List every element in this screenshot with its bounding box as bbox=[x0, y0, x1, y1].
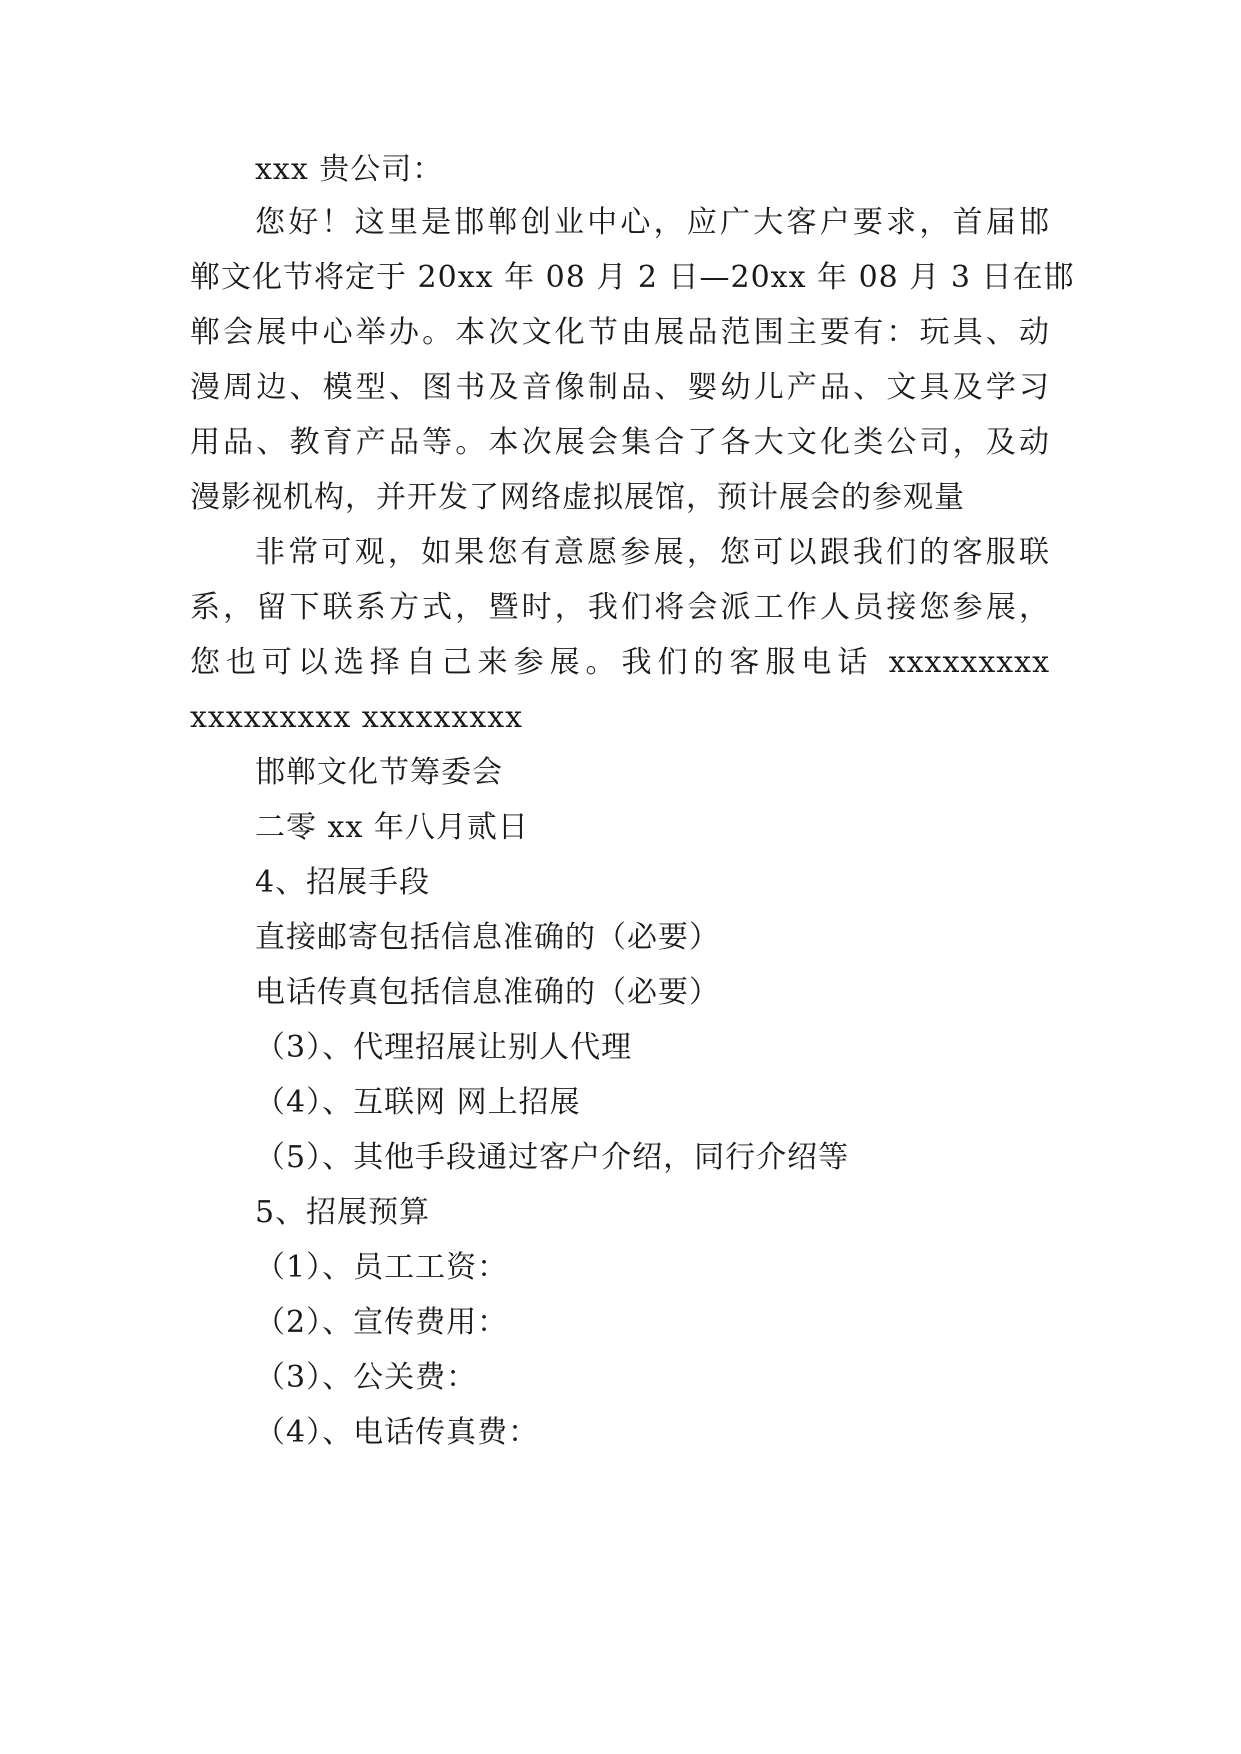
body-paragraph-2-line-3: 您也可以选择自己来参展。我们的客服电话 xxxxxxxxx bbox=[190, 645, 1050, 680]
section-5-heading: 5、招展预算 bbox=[255, 1195, 431, 1230]
section-5-item: （1）、员工工资： bbox=[255, 1250, 509, 1285]
body-paragraph-1-line-1: 您好！这里是邯郸创业中心，应广大客户要求，首届邯 bbox=[255, 205, 1050, 240]
body-paragraph-2-line-2: 系，留下联系方式，暨时，我们将会派工作人员接您参展， bbox=[190, 590, 1050, 625]
section-4-item: （4）、互联网 网上招展 bbox=[255, 1085, 581, 1120]
section-5-item: （3）、公关费： bbox=[255, 1360, 478, 1395]
section-4-item: 电话传真包括信息准确的（必要） bbox=[255, 975, 720, 1010]
section-4-item: （5）、其他手段通过客户介绍，同行介绍等 bbox=[255, 1140, 850, 1175]
section-4-item: （3）、代理招展让别人代理 bbox=[255, 1030, 633, 1065]
body-paragraph-1-line-2: 郸文化节将定于 20xx 年 08 月 2 日—20xx 年 08 月 3 日在邯 bbox=[190, 260, 1075, 295]
body-paragraph-2-line-1: 非常可观，如果您有意愿参展，您可以跟我们的客服联 bbox=[255, 535, 1050, 570]
section-4-item: 直接邮寄包括信息准确的（必要） bbox=[255, 920, 720, 955]
body-paragraph-1-line-4: 漫周边、模型、图书及音像制品、婴幼儿产品、文具及学习 bbox=[190, 370, 1050, 405]
body-paragraph-1-line-6: 漫影视机构，并开发了网络虚拟展馆，预计展会的参观量 bbox=[190, 480, 965, 515]
section-4-heading: 4、招展手段 bbox=[255, 865, 431, 900]
body-paragraph-1-line-3: 郸会展中心举办。本次文化节由展品范围主要有：玩具、动 bbox=[190, 315, 1050, 350]
body-paragraph-1-line-5: 用品、教育产品等。本次展会集合了各大文化类公司，及动 bbox=[190, 425, 1050, 460]
section-5-item: （2）、宣传费用： bbox=[255, 1305, 509, 1340]
salutation: xxx 贵公司： bbox=[255, 152, 444, 187]
letter-date: 二零 xx 年八月贰日 bbox=[255, 810, 529, 845]
body-paragraph-2-line-4: xxxxxxxxx xxxxxxxxx bbox=[190, 700, 524, 735]
section-5-item: （4）、电话传真费： bbox=[255, 1415, 540, 1450]
signature: 邯郸文化节筹委会 bbox=[255, 755, 503, 790]
